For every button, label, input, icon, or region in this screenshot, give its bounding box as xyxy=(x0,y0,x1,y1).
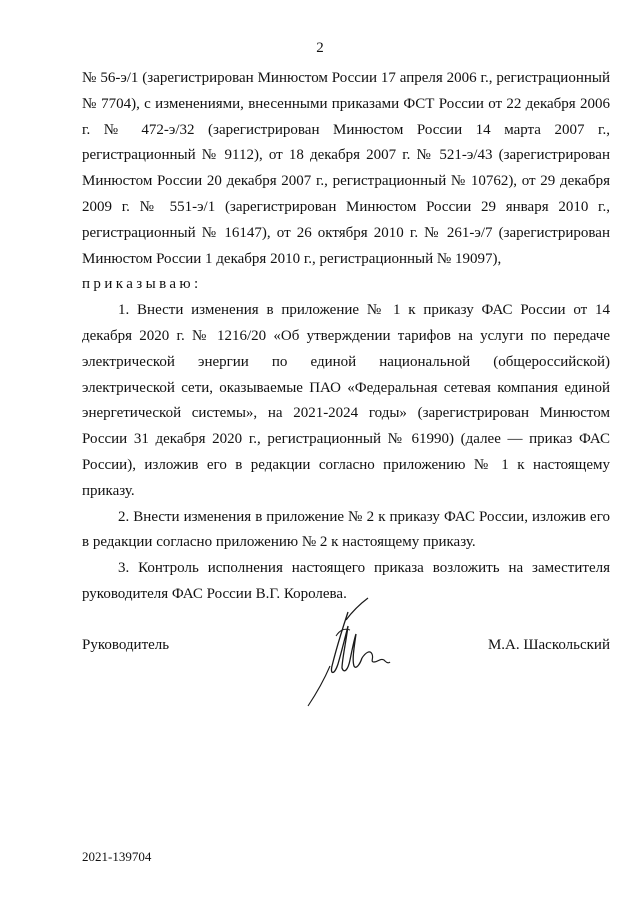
paragraph-legal-references: № 56-э/1 (зарегистрирован Минюстом России 17 апреля 2006 г., регистрационный № 7704), с изменениями, внесенными приказами ФСТ России от 22 декабря 2006 г. № 472-э/32 (зарегистрирован Минюстом России 14 марта 2007 г., регистрационный № 9112), от 18 декабря 2007 г. № 521-э/43 (зарегистрирован Минюстом России 20 декабря 2007 г., регистрационный № 10762), от 29 декабря 2009 г. № 551-э/1 (зарегистрирован Минюстом России 29 января 2010 г., регистрационный № 16147), от 26 октября 2010 г. № 261-э/7 (зарегистрирован Минюстом России 1 декабря 2010 г., регистрационный № 19097), xyxy=(82,70,610,267)
paragraph-item-2: 2. Внести изменения в приложение № 2 к приказу ФАС России, изложив его в редакции согласно приложению № 2 к настоящему приказу. xyxy=(82,508,610,551)
document-number: 2021-139704 xyxy=(82,849,152,864)
paragraph-item-1: 1. Внести изменения в приложение № 1 к приказу ФАС России от 14 декабря 2020 г. № 1216/20 «Об утверждении тарифов на услуги по передаче электрической энергии по единой национальной (общероссийской) электрической сети, оказываемые ПАО «Федеральная сетевая компания единой энергетической системы», на 2021-2024 годы» (зарегистрирован Минюстом России 31 декабря 2020 г., регистрационный № 61990) (далее — приказ ФАС России), изложив его в редакции согласно приложению № 1 к настоящему приказу. xyxy=(82,302,610,499)
signature-block xyxy=(82,637,610,661)
document-body xyxy=(82,66,610,608)
signatory-name: М.А. Шаскольский xyxy=(487,637,610,653)
order-word: приказываю: xyxy=(82,276,202,293)
paragraph-item-3: 3. Контроль исполнения настоящего приказа возложить на заместителя руководителя ФАС России В.Г. Королева. xyxy=(82,560,610,602)
page-number: 2 xyxy=(316,40,324,56)
signatory-role: Руководитель xyxy=(82,637,170,653)
